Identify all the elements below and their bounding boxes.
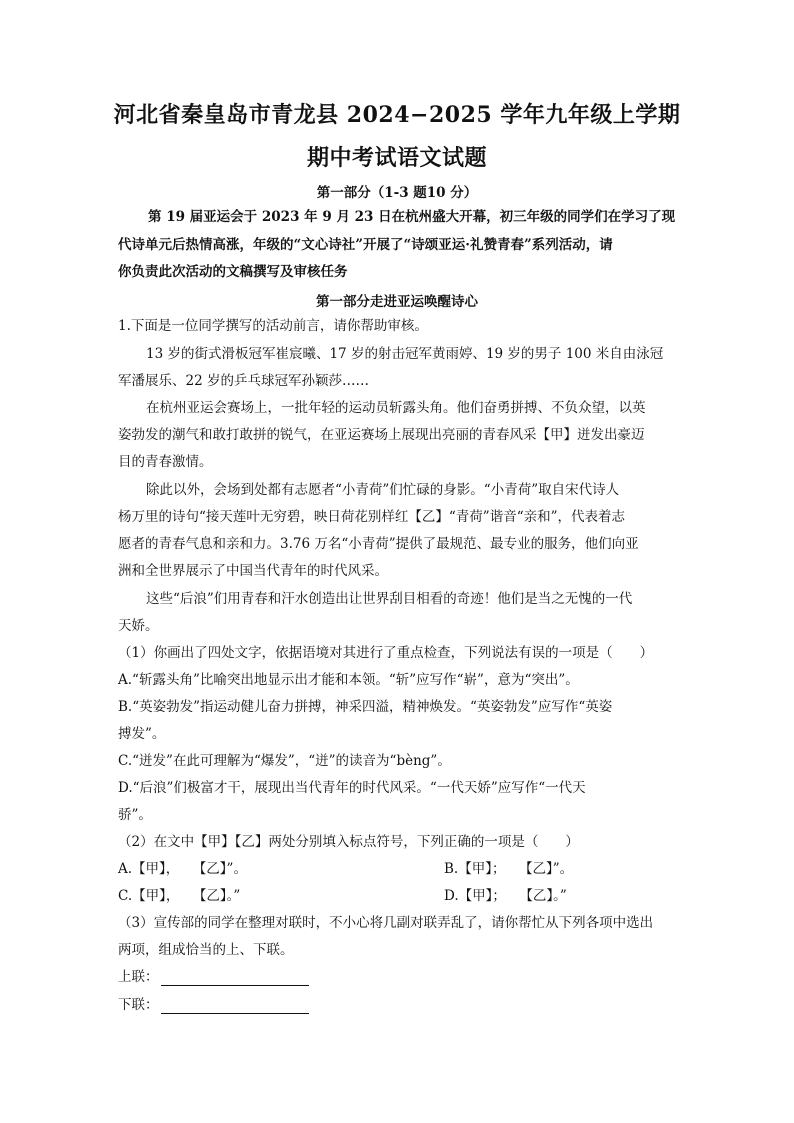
intro-line: 你负责此次活动的文稿撰写及审核任务 [118,264,348,280]
passage-line: 这些“后浪”们用青春和汗水创造出让世界刮目相看的奇迹！他们是当之无愧的一代 [146,591,633,607]
upper-couplet-label: 上联： [118,969,159,985]
passage-line: 13 岁的街式滑板冠军崔宸曦、17 岁的射击冠军黄雨婷、19 岁的男子 100 米自由泳冠 [146,346,664,362]
question-1-stem: 1.下面是一位同学撰写的活动前言，请你帮助审核。 [118,318,428,334]
option-b-cont: 搏发”。 [118,726,166,742]
passage-line: 除此以外，会场到处都有志愿者“小青荷”们忙碌的身影。“小青荷”取自宋代诗人 [146,482,620,498]
part-heading: 第一部分（1-3 题10 分） [316,185,478,201]
option-c: C.“迸发”在此可理解为“爆发”，“迸”的读音为“bèng”。 [118,753,451,769]
sub-question-3-cont: 两项，组成恰当的上、下联。 [118,942,294,958]
option-a: A.“斩露头角”比喻突出地显示出才能和本领。“斩”应写作“崭”，意为“突出”。 [118,672,579,688]
lower-couplet-label: 下联： [118,997,159,1013]
intro-line: 第 19 届亚运会于 2023 年 9 月 23 日在杭州盛大开幕，初三年级的同学们在学习了现 [148,209,676,225]
sub-question-3: （3）宣传部的同学在整理对联时，不小心将几副对联弄乱了，请你帮忙从下列各项中选出 [118,915,654,931]
sub-question-2: （2）在文中【甲】【乙】两处分别填入标点符号，下列正确的一项是（ ） [118,834,579,850]
upper-couplet-row [118,968,678,986]
passage-line: 姿勃发的潮气和敢打敢拼的锐气，在亚运赛场上展现出亮丽的青春风采【甲】迸发出豪迈 [118,427,645,443]
lower-couplet-blank[interactable] [161,999,309,1014]
intro-line: 代诗单元后热情高涨，年级的“文心诗社”开展了“诗颂亚运·礼赞青春”系列活动，请 [118,237,613,253]
passage-line: 愿者的青春气息和亲和力。3.76 万名“小青荷”提供了最规范、最专业的服务，他们向亚 [118,536,639,552]
passage-line: 洲和全世界展示了中国当代青年的时代风采。 [118,563,388,579]
section-heading: 第一部分走进亚运唤醒诗心 [316,294,478,310]
sub-question-1: （1）你画出了四处文字，依据语境对其进行了重点检查，下列说法有误的一项是（ ） [118,645,654,661]
lower-couplet-row [118,996,678,1014]
passage-line: 军潘展乐、22 岁的乒乓球冠军孙颖莎…… [118,373,369,389]
punct-option-a: A.【甲】， 【乙】”。 [118,861,247,877]
punct-option-d: D.【甲】； 【乙】。” [444,888,567,904]
option-b: B.“英姿勃发”指运动健儿奋力拼搏，神采四溢，精神焕发。“英姿勃发”应写作“英姿 [118,699,613,715]
punct-option-c: C.【甲】， 【乙】。” [118,888,241,904]
exam-title-line2: 期中考试语文试题 [306,145,487,171]
exam-title-line1: 河北省秦皇岛市青龙县 2024−2025 学年九年级上学期 [113,102,681,128]
punct-option-b: B.【甲】； 【乙】”。 [444,861,574,877]
option-d-cont: 骄”。 [118,807,152,823]
passage-line: 在杭州亚运会赛场上，一批年轻的运动员斩露头角。他们奋勇拼搏、不负众望，以英 [146,400,646,416]
option-d: D.“后浪”们极富才干，展现出当代青年的时代风采。“一代天娇”应写作“一代天 [118,780,586,796]
passage-line: 杨万里的诗句“接天莲叶无穷碧，映日荷花别样红【乙】“青荷”谐音“亲和”，代表着志 [118,509,626,525]
upper-couplet-blank[interactable] [161,971,309,986]
passage-line: 天娇。 [118,618,159,634]
passage-line: 目的青春激情。 [118,454,213,470]
